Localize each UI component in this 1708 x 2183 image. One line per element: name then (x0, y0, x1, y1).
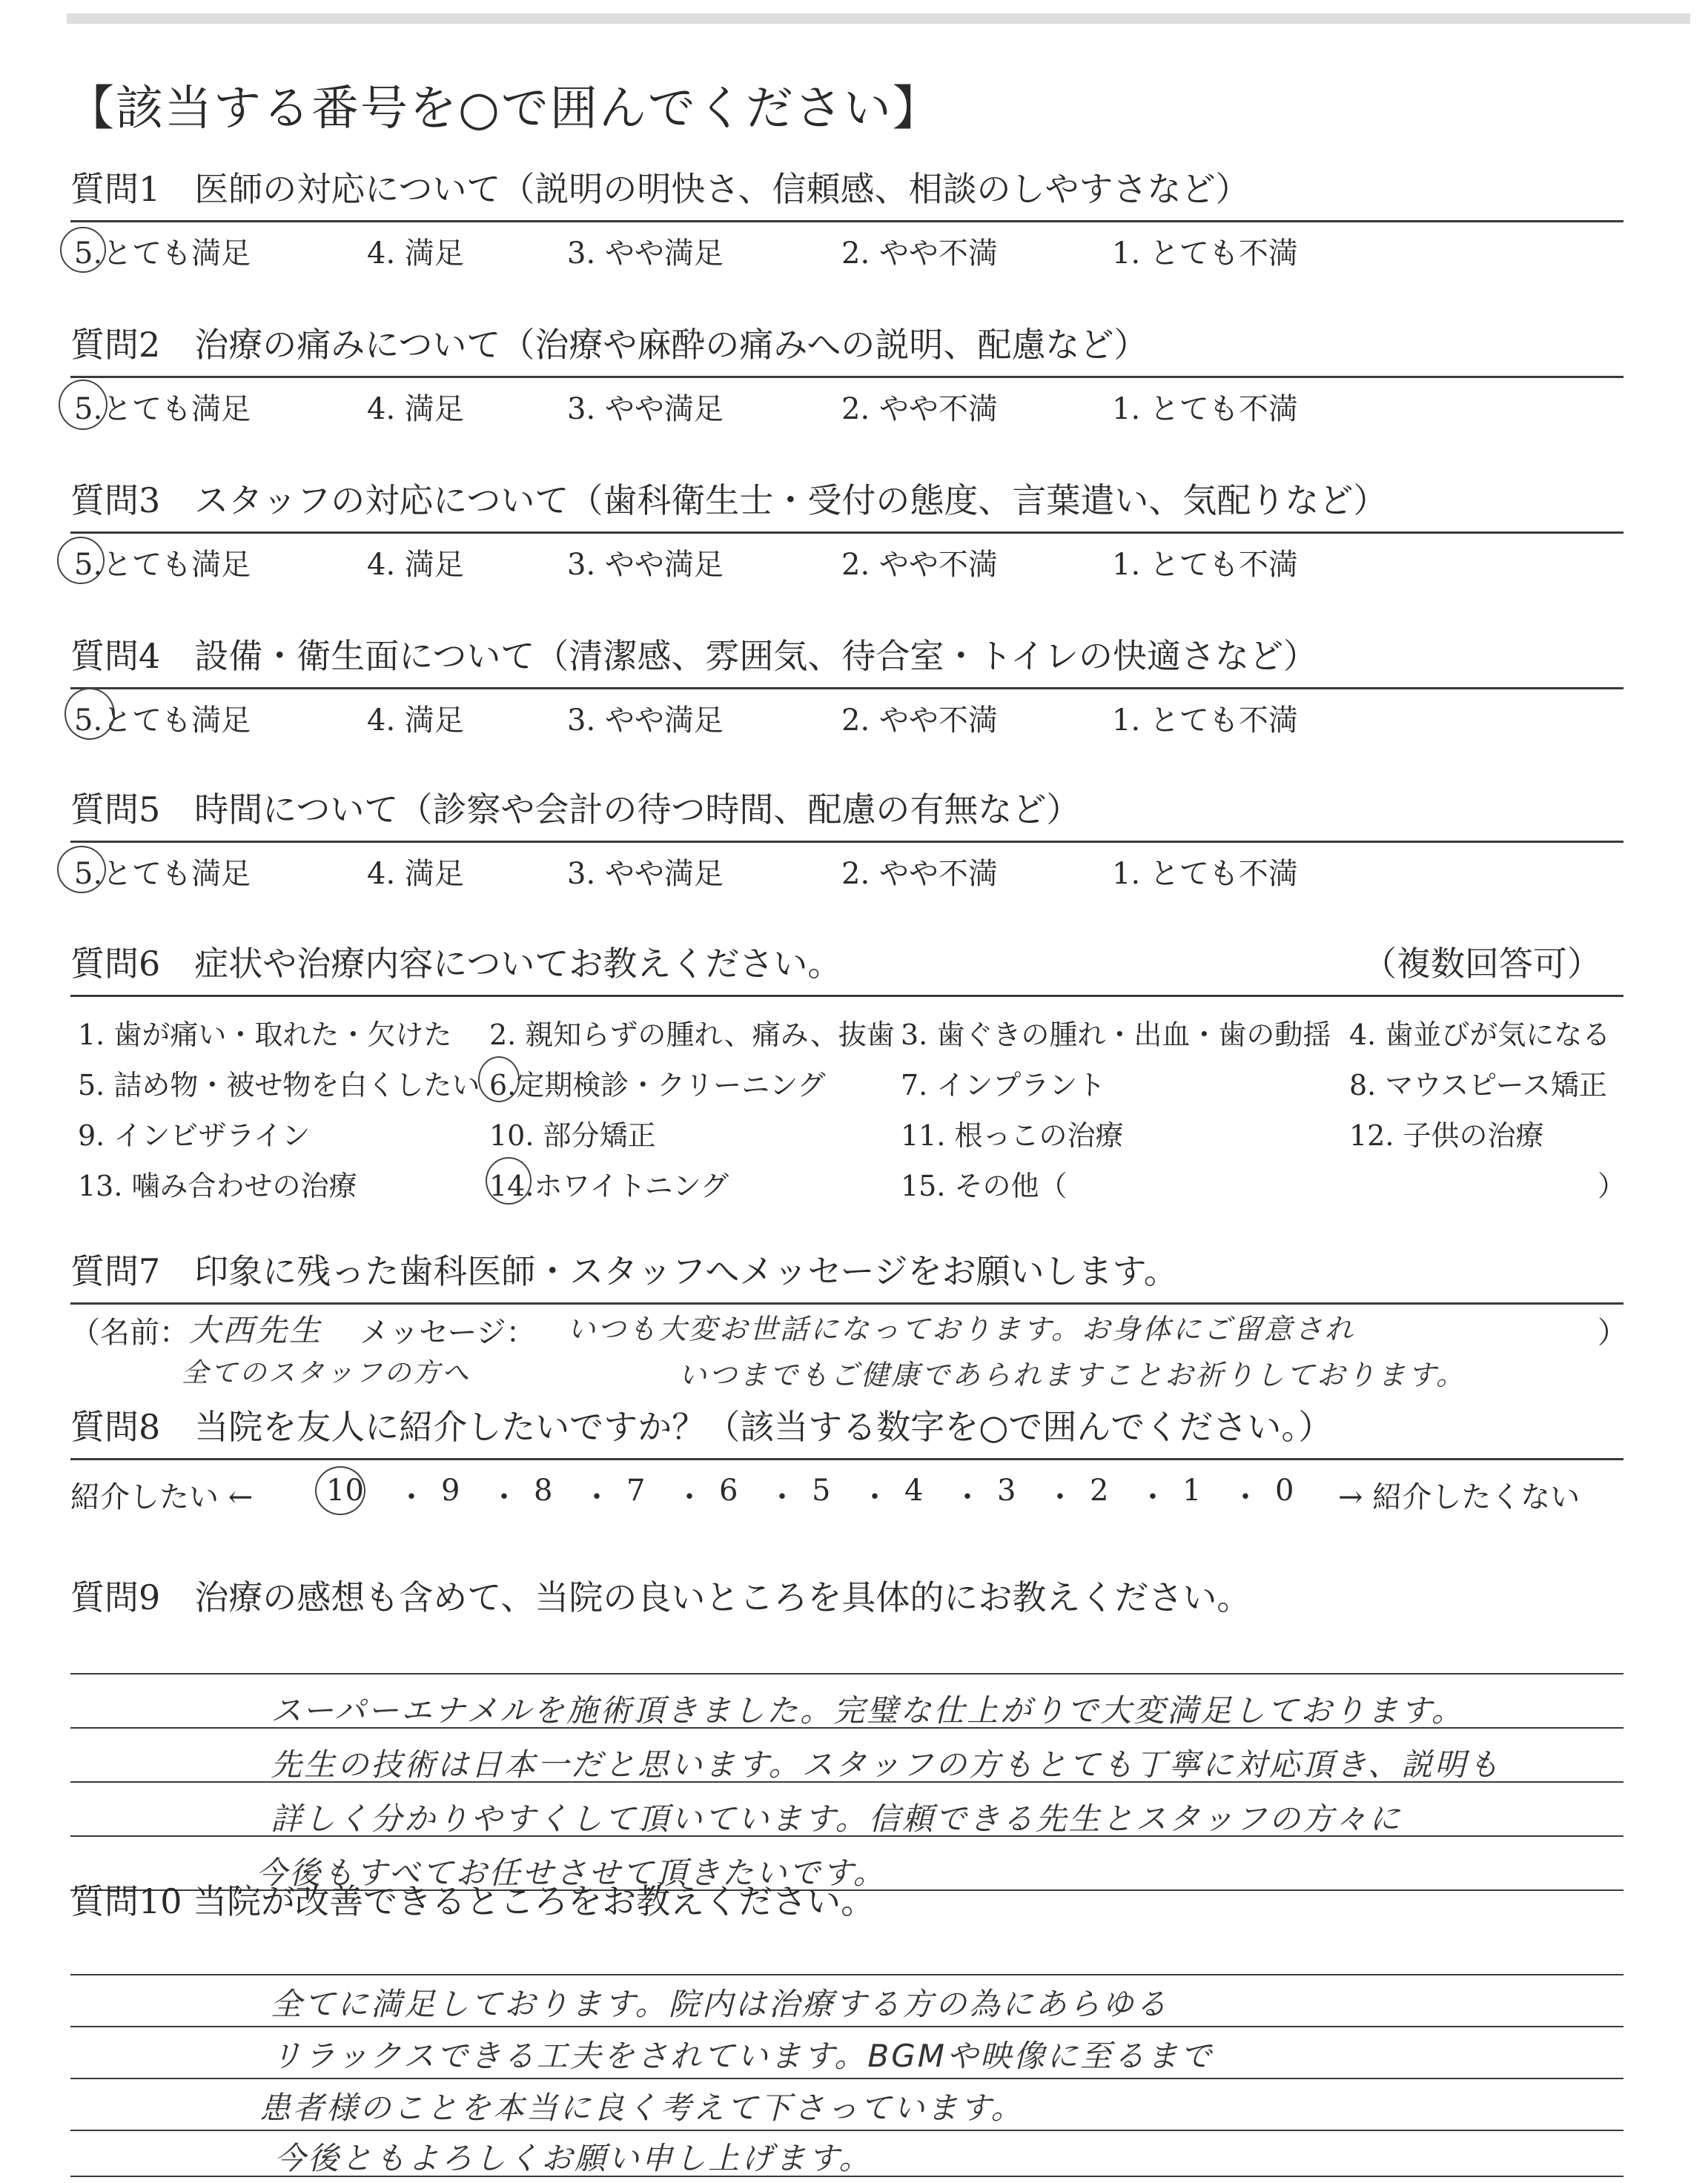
scale-dot: ・ (582, 1480, 612, 1514)
rating-options (70, 847, 1623, 892)
rating-option[interactable]: 2. やや不満 (841, 548, 998, 582)
symptom-option[interactable]: 3. 歯ぐきの腫れ・出血・歯の動揺 (901, 1018, 1331, 1051)
rating-option[interactable]: 1. とても不満 (1112, 703, 1298, 738)
scale-value[interactable]: 6 (719, 1474, 738, 1508)
question-title-text: 質問6 症状や治療内容についてお教えください。 (70, 944, 842, 984)
symptom-option[interactable]: 14.ホワイトニング (489, 1170, 729, 1202)
other-close-paren: ） (1598, 1170, 1626, 1202)
symptom-option[interactable]: 4. 歯並びが気になる (1349, 1018, 1611, 1051)
question-title: 質問8 当院を友人に紹介したいですか？（該当する数字を○で囲んでください。） (70, 1407, 1333, 1447)
divider (70, 841, 1623, 843)
scale-value[interactable]: 3 (997, 1474, 1016, 1508)
scale-dot: ・ (767, 1480, 797, 1514)
scale-value[interactable]: 5 (812, 1474, 831, 1508)
message-label: メッセージ： (360, 1316, 536, 1350)
answer-lines (70, 1924, 1623, 2183)
symptom-options (70, 1004, 1626, 1227)
rating-option[interactable]: 5.とても満足 (74, 857, 251, 891)
message-line[interactable]: 全てのスタッフの方へ (182, 1358, 471, 1388)
divider (70, 220, 1623, 222)
rating-options (70, 227, 1623, 271)
close-paren: ） (1598, 1316, 1627, 1350)
scale-dot: ・ (1231, 1480, 1260, 1514)
message-line[interactable]: いつまでもご健康であられますことお祈りしております。 (678, 1359, 1466, 1391)
scale-value[interactable]: 9 (441, 1474, 460, 1508)
rating-option[interactable]: 3. やや満足 (567, 703, 724, 738)
question-10 (70, 1879, 1623, 2183)
symptom-option[interactable]: 15. その他（ (901, 1170, 1068, 1202)
rating-option[interactable]: 2. やや不満 (841, 857, 998, 891)
question-5 (70, 787, 1623, 892)
answer-lines (70, 1620, 1623, 1901)
handwritten-answer[interactable]: 今後ともよろしくお願い申し上げます。 (274, 2140, 873, 2176)
question-9 (70, 1575, 1623, 1901)
writing-line (70, 2026, 1623, 2027)
message-line[interactable]: いつも大変お世話になっております。お身体にご留意され (567, 1313, 1355, 1345)
question-2 (70, 322, 1623, 427)
rating-option[interactable]: 5.とても満足 (74, 236, 251, 271)
scale-value[interactable]: 2 (1090, 1474, 1109, 1508)
scale-value[interactable]: 1 (1182, 1474, 1202, 1508)
scale-value[interactable]: 8 (534, 1474, 553, 1508)
scan-edge (67, 13, 1690, 24)
symptom-option[interactable]: 13. 噛み合わせの治療 (78, 1170, 357, 1202)
multiple-answer-note: （複数回答可） (1363, 944, 1601, 984)
symptom-option[interactable]: 6.定期検診・クリーニング (489, 1069, 826, 1102)
question-title: 質問10 当院が改善できるところをお教えください。 (70, 1881, 875, 1921)
scale-value[interactable]: 10 (326, 1474, 364, 1508)
scale-dot: ・ (1045, 1480, 1075, 1514)
symptom-option[interactable]: 11. 根っこの治療 (901, 1119, 1124, 1152)
rating-options (70, 382, 1623, 427)
question-title: 質問4 設備・衛生面について（清潔感、雰囲気、待合室・トイレの快適さなど） (70, 636, 1318, 676)
symptom-option[interactable]: 9. インビザライン (78, 1119, 311, 1152)
rating-option[interactable]: 4. 満足 (367, 392, 464, 426)
recommend-scale (70, 1468, 1623, 1512)
question-title: 質問5 時間について（診察や会計の待つ時間、配慮の有無など） (70, 789, 1081, 829)
page-heading: 【該当する番号を○で囲んでください】 (67, 82, 941, 136)
handwritten-answer[interactable]: 今後もすべてお任せさせて頂きたいです。 (256, 1855, 887, 1891)
scale-dot: ・ (489, 1480, 519, 1514)
divider (70, 531, 1623, 534)
symptom-option[interactable]: 10. 部分矯正 (489, 1119, 656, 1152)
scale-value[interactable]: 4 (904, 1474, 924, 1508)
rating-option[interactable]: 2. やや不満 (841, 703, 998, 738)
writing-line (70, 2078, 1623, 2079)
rating-option[interactable]: 4. 満足 (367, 703, 464, 738)
message-area (70, 1305, 1627, 1401)
question-4 (70, 634, 1623, 738)
name-value[interactable]: 大西先生 (189, 1312, 323, 1348)
divider (70, 995, 1623, 997)
rating-option[interactable]: 5.とても満足 (74, 703, 251, 738)
scale-left-label: 紹介したい ← (70, 1480, 254, 1514)
divider (70, 376, 1623, 378)
symptom-option[interactable]: 7. インプラント (901, 1069, 1106, 1102)
question-title: 質問7 印象に残った歯科医師・スタッフへメッセージをお願いします。 (70, 1251, 1178, 1291)
divider (70, 1458, 1623, 1460)
scale-dot: ・ (675, 1480, 704, 1514)
rating-option[interactable]: 3. やや満足 (567, 857, 724, 891)
scale-dot: ・ (860, 1480, 890, 1514)
symptom-option[interactable]: 8. マウスピース矯正 (1349, 1069, 1607, 1102)
writing-line (70, 1974, 1623, 1975)
rating-options (70, 694, 1623, 738)
rating-option[interactable]: 4. 満足 (367, 548, 464, 582)
name-label: （名前： (70, 1316, 189, 1350)
rating-option[interactable]: 3. やや満足 (567, 236, 724, 271)
rating-option[interactable]: 5.とても満足 (74, 392, 251, 426)
scale-dot: ・ (953, 1480, 982, 1514)
handwritten-answer[interactable]: スーパーエナメルを施術頂きました。完璧な仕上がりで大変満足しております。 (271, 1692, 1465, 1729)
rating-option[interactable]: 5.とても満足 (74, 548, 251, 582)
writing-line (70, 1673, 1623, 1674)
symptom-option[interactable]: 5. 詰め物・被せ物を白くしたい (78, 1069, 480, 1102)
rating-option[interactable]: 1. とても不満 (1112, 392, 1298, 426)
symptom-option[interactable]: 12. 子供の治療 (1349, 1119, 1544, 1152)
scale-value[interactable]: 7 (626, 1474, 646, 1508)
question-8 (70, 1405, 1623, 1512)
rating-option[interactable]: 4. 満足 (367, 236, 464, 271)
question-7 (70, 1249, 1627, 1401)
rating-option[interactable]: 1. とても不満 (1112, 548, 1298, 582)
scale-dot: ・ (1138, 1480, 1168, 1514)
question-title: 質問2 治療の痛みについて（治療や麻酔の痛みへの説明、配慮など） (70, 325, 1148, 365)
symptom-option[interactable]: 2. 親知らずの腫れ、痛み、抜歯 (489, 1018, 895, 1051)
rating-options (70, 538, 1623, 583)
rating-option[interactable]: 2. やや不満 (841, 236, 998, 271)
handwritten-answer[interactable]: 全てに満足しております。院内は治療する方の為にあらゆる (271, 1986, 1169, 2022)
handwritten-answer[interactable]: リラックスできる工夫をされています。BGMや映像に至るまで (271, 2038, 1214, 2074)
rating-option[interactable]: 1. とても不満 (1112, 857, 1298, 891)
rating-option[interactable]: 3. やや満足 (567, 392, 724, 426)
rating-option[interactable]: 4. 満足 (367, 857, 464, 891)
scale-right-label: → 紹介したくない (1338, 1480, 1580, 1514)
rating-option[interactable]: 2. やや不満 (841, 392, 998, 426)
symptom-option[interactable]: 1. 歯が痛い・取れた・欠けた (78, 1018, 452, 1051)
rating-option[interactable]: 3. やや満足 (567, 548, 724, 582)
handwritten-answer[interactable]: 詳しく分かりやすくして頂いています。信頼できる先生とスタッフの方々に (271, 1801, 1403, 1837)
question-title: 質問9 治療の感想も含めて、当院の良いところを具体的にお教えください。 (70, 1577, 1251, 1617)
handwritten-answer[interactable]: 先生の技術は日本一だと思います。スタッフの方もとても丁寧に対応頂き、説明も (271, 1746, 1501, 1783)
question-title (70, 941, 1623, 986)
handwritten-answer[interactable]: 患者様のことを本当に良く考えて下さっています。 (259, 2090, 1025, 2126)
writing-line (70, 2130, 1623, 2131)
question-3 (70, 478, 1623, 583)
question-1 (70, 167, 1623, 271)
divider (70, 687, 1623, 689)
scale-value[interactable]: 0 (1275, 1474, 1294, 1508)
rating-option[interactable]: 1. とても不満 (1112, 236, 1298, 271)
scale-dot: ・ (397, 1480, 426, 1514)
question-6 (70, 941, 1626, 1227)
question-title: 質問1 医師の対応について（説明の明快さ、信頼感、相談のしやすさなど） (70, 169, 1250, 209)
question-title: 質問3 スタッフの対応について（歯科衛生士・受付の態度、言葉遣い、気配りなど） (70, 480, 1388, 520)
